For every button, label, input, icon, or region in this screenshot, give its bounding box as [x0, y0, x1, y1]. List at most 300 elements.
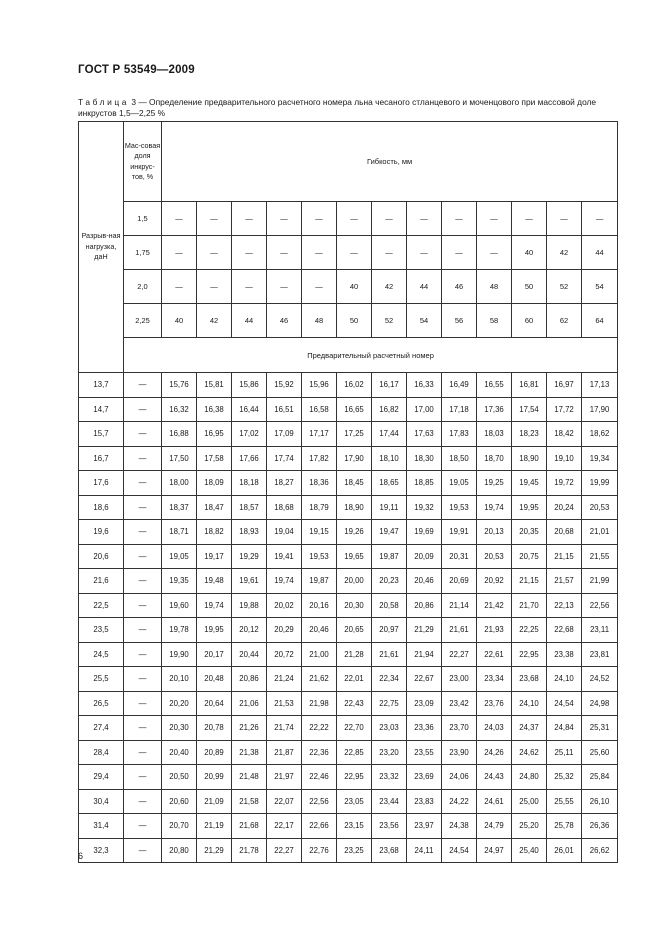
- value-cell: 22,17: [267, 814, 302, 839]
- value-cell: 24,10: [547, 667, 582, 692]
- load-cell: 26,5: [79, 691, 124, 716]
- load-cell: 14,7: [79, 397, 124, 422]
- flexibility-cell: 44: [582, 236, 618, 270]
- value-cell: 22,13: [547, 593, 582, 618]
- value-cell: 21,74: [267, 716, 302, 741]
- value-cell: 19,69: [407, 520, 442, 545]
- value-cell: 20,24: [547, 495, 582, 520]
- value-cell: 21,29: [407, 618, 442, 643]
- table-row: [79, 544, 618, 569]
- value-cell: 21,14: [442, 593, 477, 618]
- fraction-cell: —: [124, 422, 162, 447]
- value-cell: 22,70: [337, 716, 372, 741]
- value-cell: 17,66: [232, 446, 267, 471]
- value-cell: 22,95: [337, 765, 372, 790]
- value-cell: 16,33: [407, 373, 442, 398]
- flexibility-cell: 42: [547, 236, 582, 270]
- flexibility-cell: —: [337, 236, 372, 270]
- value-cell: 20,40: [162, 740, 197, 765]
- value-cell: 18,30: [407, 446, 442, 471]
- value-cell: 19,53: [302, 544, 337, 569]
- value-cell: 19,74: [267, 569, 302, 594]
- flexibility-cell: —: [442, 236, 477, 270]
- value-cell: 25,00: [512, 789, 547, 814]
- fraction-cell: —: [124, 446, 162, 471]
- load-cell: 21,6: [79, 569, 124, 594]
- flexibility-cell: —: [197, 236, 232, 270]
- fraction-cell: 2,25: [124, 304, 162, 338]
- value-cell: 21,97: [267, 765, 302, 790]
- document-code: ГОСТ Р 53549—2009: [78, 64, 195, 76]
- flexibility-cell: 60: [512, 304, 547, 338]
- table-row: [79, 471, 618, 496]
- value-cell: 20,86: [407, 593, 442, 618]
- flexibility-cell: 64: [582, 304, 618, 338]
- value-cell: 21,58: [232, 789, 267, 814]
- value-cell: 19,15: [302, 520, 337, 545]
- value-cell: 23,69: [407, 765, 442, 790]
- table-row: [79, 838, 618, 863]
- value-cell: 24,03: [477, 716, 512, 741]
- value-cell: 19,32: [407, 495, 442, 520]
- table-row: [79, 814, 618, 839]
- value-cell: 22,76: [302, 838, 337, 863]
- value-cell: 20,09: [407, 544, 442, 569]
- flexibility-cell: —: [372, 202, 407, 236]
- value-cell: 18,82: [197, 520, 232, 545]
- value-cell: 23,81: [582, 642, 618, 667]
- value-cell: 19,90: [162, 642, 197, 667]
- value-cell: 24,97: [477, 838, 512, 863]
- value-cell: 22,56: [302, 789, 337, 814]
- value-cell: 17,13: [582, 373, 618, 398]
- value-cell: 17,02: [232, 422, 267, 447]
- value-cell: 24,54: [547, 691, 582, 716]
- flexibility-cell: 42: [372, 270, 407, 304]
- load-cell: 16,7: [79, 446, 124, 471]
- value-cell: 18,09: [197, 471, 232, 496]
- flexibility-cell: 44: [232, 304, 267, 338]
- load-cell: 17,6: [79, 471, 124, 496]
- value-cell: 20,46: [302, 618, 337, 643]
- fraction-cell: —: [124, 838, 162, 863]
- value-cell: 21,55: [582, 544, 618, 569]
- value-cell: 21,42: [477, 593, 512, 618]
- flexibility-cell: —: [302, 270, 337, 304]
- value-cell: 23,97: [407, 814, 442, 839]
- value-cell: 24,84: [547, 716, 582, 741]
- value-cell: 25,55: [547, 789, 582, 814]
- value-cell: 21,09: [197, 789, 232, 814]
- value-cell: 22,25: [512, 618, 547, 643]
- flexibility-cell: —: [302, 236, 337, 270]
- value-cell: 18,27: [267, 471, 302, 496]
- value-cell: 17,36: [477, 397, 512, 422]
- value-cell: 23,68: [512, 667, 547, 692]
- flexibility-cell: 44: [407, 270, 442, 304]
- value-cell: 15,86: [232, 373, 267, 398]
- value-cell: 21,68: [232, 814, 267, 839]
- flexibility-cell: 58: [477, 304, 512, 338]
- fraction-cell: —: [124, 740, 162, 765]
- value-cell: 19,78: [162, 618, 197, 643]
- value-cell: 20,80: [162, 838, 197, 863]
- value-cell: 21,70: [512, 593, 547, 618]
- value-cell: 24,80: [512, 765, 547, 790]
- value-cell: 21,48: [232, 765, 267, 790]
- value-cell: 18,68: [267, 495, 302, 520]
- value-cell: 21,93: [477, 618, 512, 643]
- fraction-cell: —: [124, 397, 162, 422]
- value-cell: 22,22: [302, 716, 337, 741]
- value-cell: 22,43: [337, 691, 372, 716]
- value-cell: 25,31: [582, 716, 618, 741]
- value-cell: 23,03: [372, 716, 407, 741]
- value-cell: 21,00: [302, 642, 337, 667]
- value-cell: 21,01: [582, 520, 618, 545]
- value-cell: 16,51: [267, 397, 302, 422]
- value-cell: 18,42: [547, 422, 582, 447]
- value-cell: 19,29: [232, 544, 267, 569]
- value-cell: 22,01: [337, 667, 372, 692]
- fraction-cell: —: [124, 471, 162, 496]
- fraction-cell: —: [124, 667, 162, 692]
- table-row: [79, 691, 618, 716]
- value-cell: 16,88: [162, 422, 197, 447]
- value-cell: 21,87: [267, 740, 302, 765]
- value-cell: 25,32: [547, 765, 582, 790]
- value-cell: 21,57: [547, 569, 582, 594]
- fraction-cell: —: [124, 593, 162, 618]
- value-cell: 19,41: [267, 544, 302, 569]
- flexibility-cell: 48: [302, 304, 337, 338]
- value-cell: 19,53: [442, 495, 477, 520]
- value-cell: 20,53: [582, 495, 618, 520]
- flexibility-cell: —: [162, 270, 197, 304]
- value-cell: 21,28: [337, 642, 372, 667]
- value-cell: 19,61: [232, 569, 267, 594]
- value-cell: 23,70: [442, 716, 477, 741]
- value-cell: 16,32: [162, 397, 197, 422]
- flexibility-cell: —: [197, 270, 232, 304]
- value-cell: 24,26: [477, 740, 512, 765]
- value-cell: 21,98: [302, 691, 337, 716]
- prelim-number-header: Предварительный расчетный номер: [124, 338, 618, 373]
- flexibility-row: [79, 236, 618, 270]
- value-cell: 20,17: [197, 642, 232, 667]
- value-cell: 25,11: [547, 740, 582, 765]
- value-cell: 23,25: [337, 838, 372, 863]
- flexibility-cell: —: [162, 236, 197, 270]
- value-cell: 22,27: [267, 838, 302, 863]
- value-cell: 19,05: [162, 544, 197, 569]
- value-cell: 19,95: [197, 618, 232, 643]
- fraction-cell: —: [124, 642, 162, 667]
- value-cell: 17,58: [197, 446, 232, 471]
- value-cell: 20,10: [162, 667, 197, 692]
- load-cell: 13,7: [79, 373, 124, 398]
- value-cell: 21,38: [232, 740, 267, 765]
- value-cell: 21,61: [372, 642, 407, 667]
- table-row: [79, 789, 618, 814]
- table-row: [79, 765, 618, 790]
- value-cell: 20,65: [337, 618, 372, 643]
- value-cell: 17,72: [547, 397, 582, 422]
- load-cell: 30,4: [79, 789, 124, 814]
- value-cell: 19,45: [512, 471, 547, 496]
- table-row: [79, 593, 618, 618]
- value-cell: 16,97: [547, 373, 582, 398]
- value-cell: 16,38: [197, 397, 232, 422]
- flexibility-cell: —: [302, 202, 337, 236]
- value-cell: 20,00: [337, 569, 372, 594]
- value-cell: 16,95: [197, 422, 232, 447]
- value-cell: 21,24: [267, 667, 302, 692]
- fraction-cell: 1,75: [124, 236, 162, 270]
- value-cell: 17,50: [162, 446, 197, 471]
- value-cell: 21,99: [582, 569, 618, 594]
- value-cell: 18,90: [512, 446, 547, 471]
- fraction-cell: 1,5: [124, 202, 162, 236]
- value-cell: 24,98: [582, 691, 618, 716]
- load-cell: 28,4: [79, 740, 124, 765]
- value-cell: 21,94: [407, 642, 442, 667]
- load-cell: 15,7: [79, 422, 124, 447]
- value-cell: 17,90: [582, 397, 618, 422]
- fraction-cell: —: [124, 495, 162, 520]
- load-cell: 19,6: [79, 520, 124, 545]
- value-cell: 24,37: [512, 716, 547, 741]
- value-cell: 20,70: [162, 814, 197, 839]
- prelim-header-row: [79, 338, 618, 373]
- value-cell: 23,11: [582, 618, 618, 643]
- fraction-cell: —: [124, 373, 162, 398]
- value-cell: 23,90: [442, 740, 477, 765]
- value-cell: 18,00: [162, 471, 197, 496]
- load-cell: 18,6: [79, 495, 124, 520]
- flexibility-cell: —: [232, 202, 267, 236]
- flexibility-cell: 52: [372, 304, 407, 338]
- value-cell: 17,82: [302, 446, 337, 471]
- value-cell: 22,56: [582, 593, 618, 618]
- value-cell: 21,06: [232, 691, 267, 716]
- value-cell: 21,15: [512, 569, 547, 594]
- caption-text: 3 — Определение предварительного расчетного номера льна чесаного стланцевого и моченцового при массовой доле инкрустов 1,5—2,25 %: [78, 97, 597, 118]
- value-cell: 19,74: [477, 495, 512, 520]
- value-cell: 22,68: [547, 618, 582, 643]
- value-cell: 23,83: [407, 789, 442, 814]
- value-cell: 18,85: [407, 471, 442, 496]
- flexibility-cell: 42: [197, 304, 232, 338]
- load-header: Разрыв-ная нагрузка, даН: [79, 122, 124, 373]
- table-row: [79, 569, 618, 594]
- flexibility-cell: —: [407, 236, 442, 270]
- value-cell: 18,03: [477, 422, 512, 447]
- value-cell: 18,47: [197, 495, 232, 520]
- flexibility-row: [79, 304, 618, 338]
- value-cell: 20,75: [512, 544, 547, 569]
- value-cell: 24,11: [407, 838, 442, 863]
- load-cell: 22,5: [79, 593, 124, 618]
- value-cell: 22,61: [477, 642, 512, 667]
- value-cell: 24,38: [442, 814, 477, 839]
- value-cell: 20,13: [477, 520, 512, 545]
- fraction-cell: —: [124, 765, 162, 790]
- value-cell: 20,20: [162, 691, 197, 716]
- value-cell: 19,48: [197, 569, 232, 594]
- value-cell: 18,93: [232, 520, 267, 545]
- fraction-cell: —: [124, 520, 162, 545]
- load-cell: 20,6: [79, 544, 124, 569]
- value-cell: 21,15: [547, 544, 582, 569]
- flexibility-cell: 46: [442, 270, 477, 304]
- value-cell: 18,71: [162, 520, 197, 545]
- value-cell: 17,09: [267, 422, 302, 447]
- value-cell: 18,37: [162, 495, 197, 520]
- value-cell: 18,79: [302, 495, 337, 520]
- value-cell: 25,60: [582, 740, 618, 765]
- value-cell: 21,61: [442, 618, 477, 643]
- flexibility-cell: —: [512, 202, 547, 236]
- value-cell: 20,48: [197, 667, 232, 692]
- flexibility-cell: 40: [512, 236, 547, 270]
- value-cell: 25,20: [512, 814, 547, 839]
- value-cell: 18,57: [232, 495, 267, 520]
- value-cell: 18,18: [232, 471, 267, 496]
- value-cell: 19,91: [442, 520, 477, 545]
- value-cell: 20,02: [267, 593, 302, 618]
- value-cell: 20,46: [407, 569, 442, 594]
- value-cell: 19,87: [372, 544, 407, 569]
- flexibility-cell: —: [372, 236, 407, 270]
- value-cell: 17,74: [267, 446, 302, 471]
- value-cell: 25,78: [547, 814, 582, 839]
- value-cell: 19,10: [547, 446, 582, 471]
- value-cell: 18,10: [372, 446, 407, 471]
- table-row: [79, 667, 618, 692]
- value-cell: 20,23: [372, 569, 407, 594]
- flexibility-cell: —: [232, 270, 267, 304]
- value-cell: 23,09: [407, 691, 442, 716]
- value-cell: 24,52: [582, 667, 618, 692]
- value-cell: 23,36: [407, 716, 442, 741]
- value-cell: 18,70: [477, 446, 512, 471]
- value-cell: 20,44: [232, 642, 267, 667]
- flexibility-cell: 62: [547, 304, 582, 338]
- value-cell: 19,11: [372, 495, 407, 520]
- load-cell: 27,4: [79, 716, 124, 741]
- value-cell: 20,50: [162, 765, 197, 790]
- value-cell: 19,26: [337, 520, 372, 545]
- value-cell: 15,76: [162, 373, 197, 398]
- table-caption: [78, 97, 618, 119]
- table-row: [79, 618, 618, 643]
- value-cell: 20,16: [302, 593, 337, 618]
- flexibility-row: [79, 202, 618, 236]
- value-cell: 16,17: [372, 373, 407, 398]
- value-cell: 19,87: [302, 569, 337, 594]
- fraction-cell: —: [124, 814, 162, 839]
- value-cell: 23,34: [477, 667, 512, 692]
- value-cell: 22,34: [372, 667, 407, 692]
- value-cell: 20,68: [547, 520, 582, 545]
- value-cell: 24,79: [477, 814, 512, 839]
- flexibility-cell: 50: [337, 304, 372, 338]
- value-cell: 17,25: [337, 422, 372, 447]
- flexibility-cell: —: [337, 202, 372, 236]
- fraction-cell: —: [124, 569, 162, 594]
- value-cell: 17,00: [407, 397, 442, 422]
- value-cell: 23,05: [337, 789, 372, 814]
- flexibility-cell: 50: [512, 270, 547, 304]
- flexibility-cell: —: [267, 270, 302, 304]
- table-header: [79, 122, 618, 373]
- value-cell: 21,29: [197, 838, 232, 863]
- value-cell: 23,38: [547, 642, 582, 667]
- load-cell: 24,5: [79, 642, 124, 667]
- table-row: [79, 642, 618, 667]
- value-cell: 26,10: [582, 789, 618, 814]
- fraction-cell: 2,0: [124, 270, 162, 304]
- value-cell: 22,75: [372, 691, 407, 716]
- value-cell: 24,61: [477, 789, 512, 814]
- value-cell: 22,67: [407, 667, 442, 692]
- value-cell: 19,17: [197, 544, 232, 569]
- value-cell: 19,88: [232, 593, 267, 618]
- value-cell: 18,90: [337, 495, 372, 520]
- value-cell: 20,31: [442, 544, 477, 569]
- flexibility-cell: 54: [582, 270, 618, 304]
- value-cell: 23,76: [477, 691, 512, 716]
- flexibility-cell: —: [267, 236, 302, 270]
- page-number: 6: [78, 851, 84, 861]
- value-cell: 18,62: [582, 422, 618, 447]
- flexibility-cell: —: [407, 202, 442, 236]
- caption-table-word: Таблица: [78, 97, 130, 107]
- value-cell: 21,53: [267, 691, 302, 716]
- value-cell: 17,17: [302, 422, 337, 447]
- value-cell: 19,65: [337, 544, 372, 569]
- value-cell: 20,92: [477, 569, 512, 594]
- table-row: [79, 422, 618, 447]
- value-cell: 17,63: [407, 422, 442, 447]
- value-cell: 20,78: [197, 716, 232, 741]
- value-cell: 15,81: [197, 373, 232, 398]
- value-cell: 17,90: [337, 446, 372, 471]
- value-cell: 20,72: [267, 642, 302, 667]
- value-cell: 23,68: [372, 838, 407, 863]
- flexibility-cell: 46: [267, 304, 302, 338]
- value-cell: 20,30: [337, 593, 372, 618]
- value-cell: 25,84: [582, 765, 618, 790]
- value-cell: 18,50: [442, 446, 477, 471]
- value-cell: 18,45: [337, 471, 372, 496]
- load-cell: 29,4: [79, 765, 124, 790]
- value-cell: 22,85: [337, 740, 372, 765]
- value-cell: 19,05: [442, 471, 477, 496]
- value-cell: 16,49: [442, 373, 477, 398]
- value-cell: 19,72: [547, 471, 582, 496]
- flexibility-cell: —: [232, 236, 267, 270]
- value-cell: 16,81: [512, 373, 547, 398]
- flexibility-cell: 56: [442, 304, 477, 338]
- table-row: [79, 740, 618, 765]
- value-cell: 23,15: [337, 814, 372, 839]
- fraction-header: Мас-совая доля инкрус-тов, %: [124, 122, 162, 202]
- value-cell: 15,96: [302, 373, 337, 398]
- value-cell: 20,99: [197, 765, 232, 790]
- value-cell: 22,07: [267, 789, 302, 814]
